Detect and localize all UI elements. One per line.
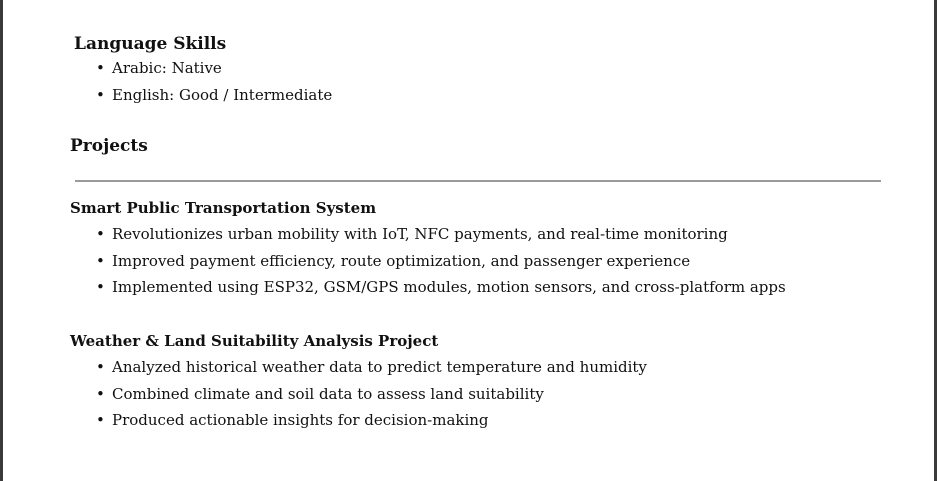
list-item-text: Improved payment efficiency, route optimization, and passenger experience xyxy=(112,251,691,270)
list-item-text: Combined climate and soil data to assess land suitability xyxy=(112,384,544,403)
bullet-icon: • xyxy=(96,85,105,104)
bullet-icon: • xyxy=(96,225,105,243)
list-item xyxy=(96,86,332,113)
bullet-icon: • xyxy=(96,251,105,270)
list-item xyxy=(96,278,786,305)
bullet-icon: • xyxy=(96,59,105,77)
list-item xyxy=(96,59,332,86)
bullet-icon: • xyxy=(96,384,105,403)
language-skills-heading: Language Skills xyxy=(74,34,227,54)
project-title: Weather & Land Suitability Analysis Project xyxy=(70,332,439,350)
bullet-icon: • xyxy=(96,358,105,376)
list-item xyxy=(96,411,647,438)
list-item xyxy=(96,225,786,252)
list-item-text: Analyzed historical weather data to predict temperature and humidity xyxy=(112,358,647,376)
section-divider xyxy=(75,180,881,182)
list-item xyxy=(96,385,647,412)
list-item-text: Produced actionable insights for decision-making xyxy=(112,411,489,429)
language-skills-list xyxy=(96,59,332,112)
list-item xyxy=(96,252,786,279)
list-item-text: English: Good / Intermediate xyxy=(112,85,333,104)
list-item-text: Arabic: Native xyxy=(112,59,222,77)
project-points-list xyxy=(96,358,647,438)
project-points-list xyxy=(96,225,786,305)
list-item xyxy=(96,358,647,385)
projects-heading: Projects xyxy=(70,136,148,156)
project-title: Smart Public Transportation System xyxy=(70,199,377,217)
list-item-text: Implemented using ESP32, GSM/GPS modules, motion sensors, and cross-platform apps xyxy=(112,278,786,296)
bullet-icon: • xyxy=(96,278,105,296)
bullet-icon: • xyxy=(96,411,105,429)
list-item-text: Revolutionizes urban mobility with IoT, NFC payments, and real-time monitoring xyxy=(112,225,728,243)
